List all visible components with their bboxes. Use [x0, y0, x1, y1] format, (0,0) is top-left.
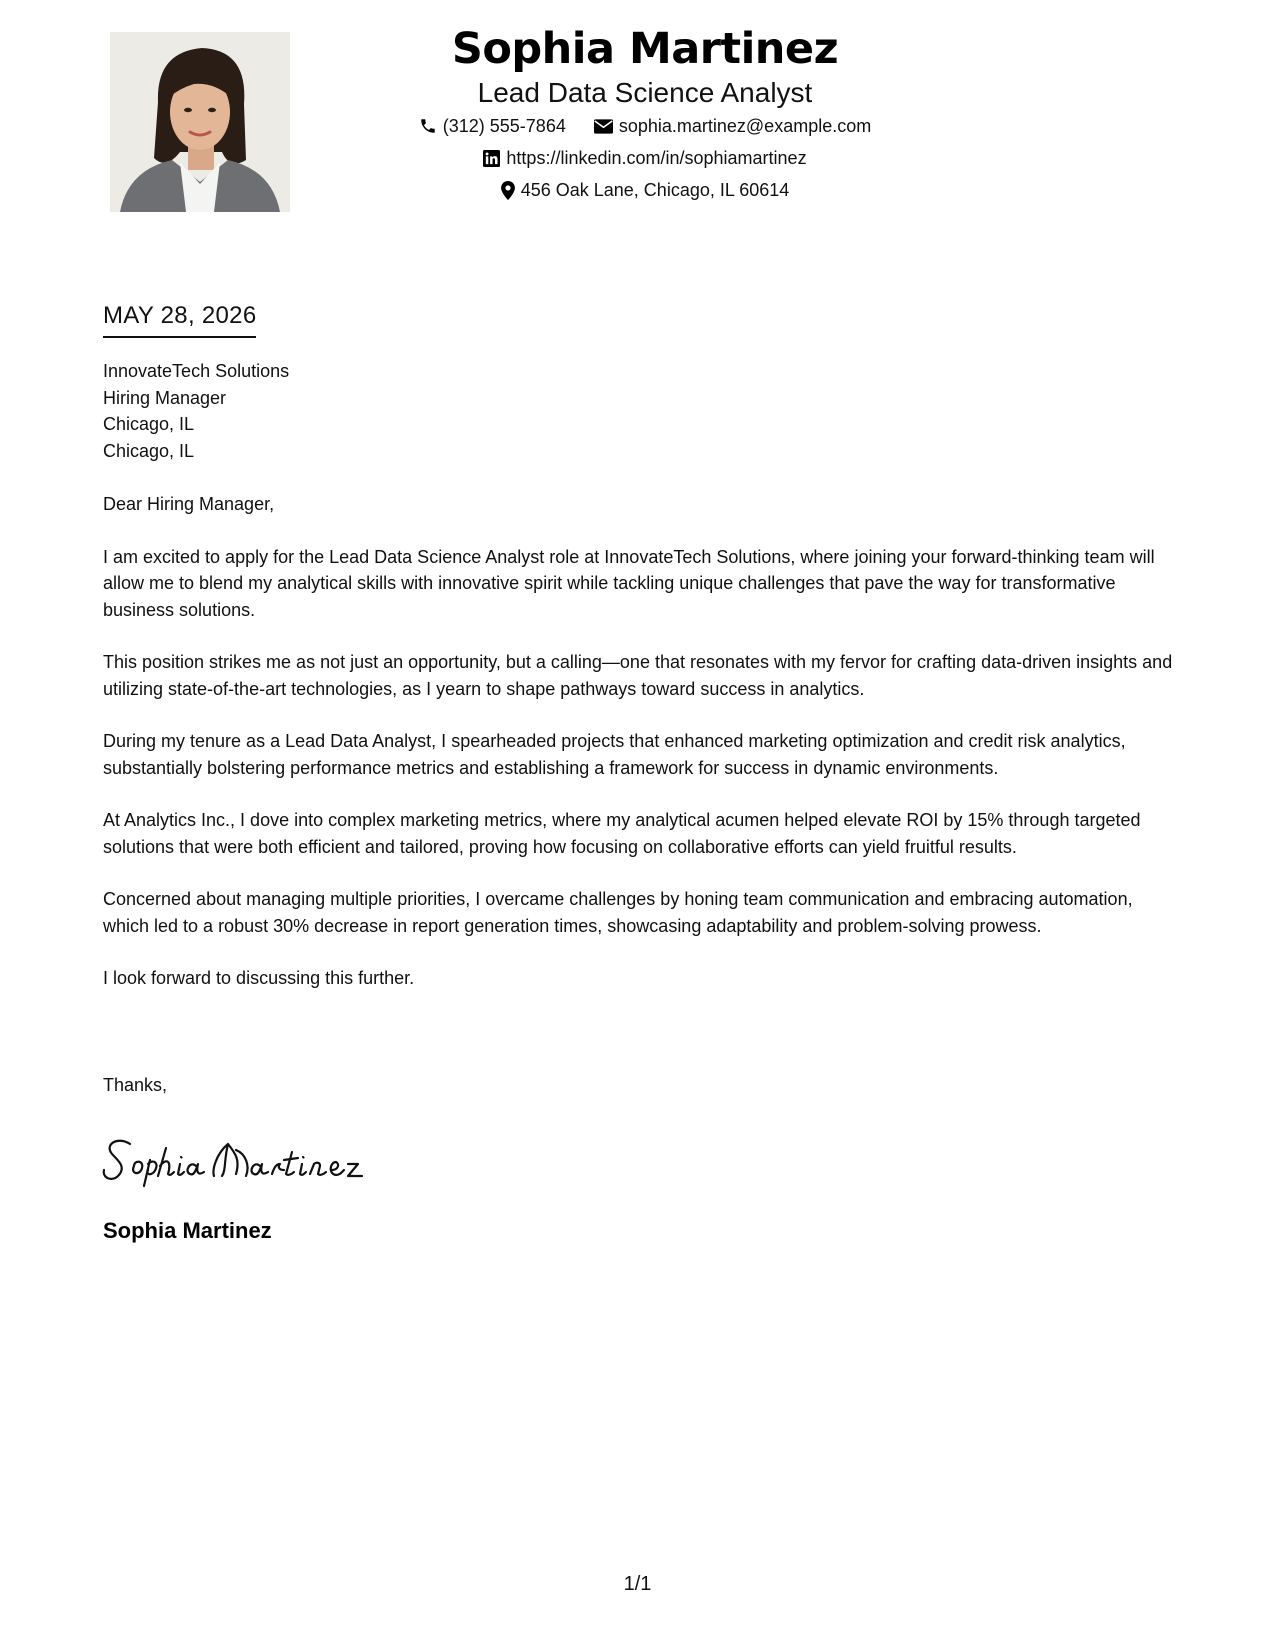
phone-icon — [419, 117, 437, 135]
recipient-location: Chicago, IL — [103, 440, 195, 461]
envelope-icon — [594, 119, 613, 134]
map-marker-icon — [501, 181, 515, 200]
letter-date: MAY 28, 2026 — [103, 302, 256, 338]
salutation: Dear Hiring Manager, — [103, 494, 275, 514]
header — [330, 22, 960, 206]
paragraph: This position strikes me as not just an opportunity, but a calling—one that resonates with my fervor for crafting data-driven insights and utilizing state-of-the-art technologies, as I yearn to shape pathways toward success in analytics. — [103, 652, 1173, 699]
recipient-role: Hiring Manager — [103, 387, 227, 408]
paragraph: During my tenure as a Lead Data Analyst, I spearheaded projects that enhanced marketing optimization and credit risk analytics, substantially bolstering performance metrics and establishing a framework for success in dynamic environments. — [103, 731, 1126, 778]
address: 456 Oak Lane, Chicago, IL 60614 — [520, 180, 790, 200]
candidate-name: Sophia Martinez — [451, 24, 839, 74]
contact-line-1 — [330, 110, 960, 142]
recipient-city: Chicago, IL — [103, 414, 195, 434]
recipient-company: InnovateTech Solutions — [103, 361, 290, 381]
linkedin-link[interactable]: https://linkedin.com/in/sophiamartinez — [506, 148, 807, 168]
signer-name: Sophia Martinez — [103, 1218, 272, 1243]
signature-image — [100, 1130, 370, 1190]
paragraph: Concerned about managing multiple priorities, I overcame challenges by honing team communication and embracing automation, which led to a robust 30% decrease in report generation times, showcasing adaptability and problem-solving prowess. — [103, 889, 1133, 936]
page-number: 1/1 — [623, 1573, 652, 1595]
contact-line-2 — [330, 142, 960, 174]
email-link[interactable]: sophia.martinez@example.com — [618, 116, 872, 136]
phone-number[interactable]: (312) 555-7864 — [442, 116, 566, 136]
profile-photo — [110, 32, 290, 212]
paragraph: I am excited to apply for the Lead Data Science Analyst role at InnovateTech Solutions, where joining your forward-thinking team will allow me to blend my analytical skills with innovative spirit while tackling unique challenges that pave the way for transformative business solutions. — [103, 546, 1155, 620]
closing: Thanks, — [103, 1075, 168, 1095]
recipient-block — [103, 358, 1173, 464]
candidate-title: Lead Data Science Analyst — [477, 77, 813, 108]
paragraph: I look forward to discussing this further. — [103, 968, 415, 988]
contact-line-3 — [330, 174, 960, 206]
letter-body — [103, 358, 1173, 992]
paragraph: At Analytics Inc., I dove into complex marketing metrics, where my analytical acumen helped elevate ROI by 15% through targeted solutions that were both efficient and tailored, proving how focusing on collaborative efforts can yield fruitful results. — [103, 810, 1141, 857]
linkedin-icon — [483, 150, 500, 167]
